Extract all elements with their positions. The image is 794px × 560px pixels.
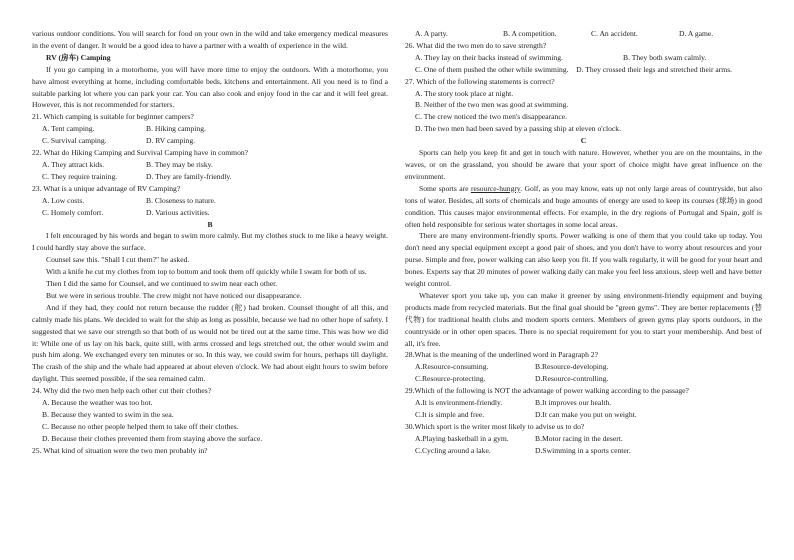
- q29-stem: 29.Which of the following is NOT the advantage of power walking according to the passage?: [405, 386, 689, 396]
- q21-option-c: C. Survival camping.: [42, 136, 107, 146]
- q24-option-a: A. Because the weather was too hot.: [42, 398, 153, 408]
- q28-option-d: D.Resource-controlling.: [535, 374, 609, 384]
- q27-option-b: B. Neither of the two men was good at swimming.: [415, 100, 569, 110]
- q22-option-c: C. They require training.: [42, 171, 118, 181]
- q23-option-a: A. Low costs.: [42, 195, 85, 205]
- section-b-heading: B: [207, 219, 213, 229]
- q22-option-a: A. They attract kids.: [42, 159, 105, 169]
- q22-options-row1: [32, 159, 388, 171]
- q27-option-a: A. The story took place at night.: [415, 88, 514, 98]
- q29-options-row2: [405, 409, 762, 421]
- q25-option-a: A. A party.: [415, 29, 448, 38]
- rv-paragraph: If you go camping in a motorhome, you will have more time to enjoy the outdoors. With a motorhome, you have almost everything at home, including comfortable beds, kitchens and entertainment. All you need is to find a suitable parking lot where you can park your car. You can also cook and enjoy food in the car and it will feel great. However, this is not recommended for starters.: [32, 64, 388, 110]
- q26-option-c: C. One of them pushed the other while swimming.: [415, 64, 569, 74]
- b-paragraph-4: Then I did the same for Counsel, and we continued to swim near each other.: [46, 279, 278, 289]
- q22-option-d: D. They are family-friendly.: [146, 171, 232, 181]
- c-paragraph-2-post: . Golf, as you may know, eats up not only large areas of countryside, but also tons of water. Besides, all sorts of chemicals and huge amounts of energy are used to keep its courses (球场) in good condition. This causes major environmental effects. For example, in the dry regions of Portugal and Spain, golf is often held responsible for serious water shortages in some local areas.: [405, 183, 763, 229]
- q30-options-row2: [405, 445, 762, 457]
- q29-option-a: A.It is environment-friendly.: [415, 398, 503, 408]
- q28-option-c: C.Resource-protecting.: [415, 374, 486, 384]
- right-column: [405, 28, 762, 457]
- q24-option-d: D. Because their clothes prevented them from staying above the surface.: [42, 433, 263, 443]
- q27-option-d: D. The two men had been saved by a passing ship at eleven o'clock.: [415, 124, 621, 134]
- q21-option-b: B. Hiking camping.: [146, 124, 206, 134]
- q23-option-d: D. Various activities.: [146, 207, 210, 217]
- q21-option-d: D. RV camping.: [146, 136, 196, 146]
- b-paragraph-5: But we were in serious trouble. The crew might not have noticed our disappearance.: [46, 290, 302, 300]
- q26-option-d: D. They crossed their legs and stretched their arms.: [576, 64, 733, 74]
- q24-stem: 24. Why did the two men help each other cut their clothes?: [32, 386, 212, 396]
- q25-option-b: B. A competition.: [503, 29, 557, 38]
- q25-option-c: C. An accident.: [591, 29, 638, 38]
- b-paragraph-6: And if they had, they could not return because the rudder (舵) had broken. Counsel thought of all this, and calmly made his plans. We decided to wait for the ship as long as possible, because we had no other hope of safety. I suggested that we save our strength so that both of us would not be tired out at the same time. This was how we did it: While one of us lay on his back, quite still, with arms crossed and legs stretched out, the other would swim and push him along. We exchanged every ten minutes or so. In this way, we could swim for hours, perhaps till daylight. The crash of the ship and the whale had appeared at about eleven o'clock. We had about eight hours to swim before daylight. This seemed possible, if the sea remained calm.: [32, 302, 388, 384]
- b-paragraph-2: Counsel saw this. "Shall I cut them?" he asked.: [46, 255, 190, 265]
- q23-options-row1: [32, 195, 388, 207]
- q30-option-b: B.Motor racing in the desert.: [535, 433, 623, 443]
- c-paragraph-3: There are many environment-friendly sports. Power walking is one of them that you could take up today. You don't need any special equipment except a good pair of shoes, and you don't have to worry about resources and your purse. Simple and free, power walking can also keep you fit. If you walk regularly, it will be good for your heart and bones. Experts say that 20 minutes of power walking daily can make you feel less anxious, sleep well and have better weight control.: [405, 231, 762, 289]
- q22-stem: 22. What do Hiking Camping and Survival Camping have in common?: [32, 148, 249, 158]
- q29-option-b: B.It improves our health.: [535, 398, 612, 408]
- b-paragraph-1: I felt encouraged by his words and began to swim more calmly. But my clothes stuck to me like a heavy weight. I could hardly stay above the surface.: [32, 231, 388, 253]
- q22-options-row2: [32, 171, 388, 183]
- q23-options-row2: [32, 207, 388, 219]
- q21-stem: 21. Which camping is suitable for beginner campers?: [32, 112, 194, 122]
- q30-stem: 30.Which sport is the writer most likely to advise us to do?: [405, 421, 585, 431]
- q30-options-row1: [405, 433, 762, 445]
- q28-stem: 28.What is the meaning of the underlined word in Paragraph 2?: [405, 350, 598, 360]
- q28-options-row2: [405, 373, 762, 385]
- underlined-word: resource-hungry: [470, 183, 521, 193]
- q25-stem: 25. What kind of situation were the two men probably in?: [32, 445, 208, 455]
- intro-paragraph: various outdoor conditions. You will search for food on your own in the wild and take emergency medical measures in the event of danger. It would be a good idea to have a partner with a wealth of experience in the wild.: [32, 29, 388, 50]
- q23-option-c: C. Homely comfort.: [42, 207, 104, 217]
- q21-options-row1: [32, 123, 388, 135]
- q26-option-a: A. They lay on their backs instead of swimming.: [415, 52, 563, 62]
- q25-option-d: D. A game.: [679, 29, 714, 38]
- q29-option-c: C.It is simple and free.: [415, 410, 485, 419]
- q26-options-row1: [405, 52, 762, 64]
- c-paragraph-1: Sports can help you keep fit and get in touch with nature. However, whether you are on the mountains, in the waves, or on the grassland, you should be aware that your sport of choice might have great influence on the environment.: [405, 148, 762, 181]
- left-column: [32, 28, 388, 457]
- q30-option-d: D.Swimming in a sports center.: [535, 445, 631, 455]
- q25-options: [405, 28, 762, 40]
- c-paragraph-2-pre: Some sports are: [419, 183, 471, 193]
- q29-option-d: D.It can make you put on weight.: [535, 410, 637, 419]
- q28-option-b: B.Resource-developing.: [535, 362, 609, 372]
- q29-options-row1: [405, 397, 762, 409]
- q30-option-a: A.Playing basketball in a gym.: [415, 433, 509, 443]
- c-paragraph-4: Whatever sport you take up, you can make it greener by using environment-friendly equipment and buying products made from recycled materials. But the final goal should be "green gyms". They are better replacements (替代物) for traditional health clubs and modern sports centers. Members of green gyms play sports outdoors, in the countryside or in other open spaces. There is no special requirement for you to start your membership. And best of all, it's free.: [405, 290, 762, 348]
- q30-option-c: C.Cycling around a lake.: [415, 445, 491, 455]
- rv-heading: RV (房车) Camping: [46, 52, 111, 62]
- q23-stem: 23. What is a unique advantage of RV Camping?: [32, 183, 181, 193]
- q26-option-c-d: [405, 64, 762, 76]
- q22-option-b: B. They may be risky.: [146, 159, 213, 169]
- q21-option-a: A. Tent camping.: [42, 124, 95, 134]
- b-paragraph-3: With a knife he cut my clothes from top to bottom and took them off quickly while I swam for both of us.: [46, 267, 367, 277]
- q27-stem: 27. Which of the following statements is correct?: [405, 76, 555, 86]
- q26-stem: 26. What did the two men do to save strength?: [405, 40, 547, 50]
- c-paragraph-2: [405, 183, 762, 231]
- q27-option-c: C. The crew noticed the two men's disappearance.: [415, 112, 567, 122]
- q26-option-b: B. They both swam calmly.: [623, 52, 707, 62]
- section-c-heading: C: [580, 136, 587, 146]
- q28-option-a: A.Resource-consuming.: [415, 362, 489, 372]
- q28-options-row1: [405, 361, 762, 373]
- q21-options-row2: [32, 135, 388, 147]
- q23-option-b: B. Closeness to nature.: [146, 195, 216, 205]
- q24-option-b: B. Because they wanted to swim in the sea.: [42, 410, 174, 419]
- q24-option-c: C. Because no other people helped them to take off their clothes.: [42, 421, 239, 431]
